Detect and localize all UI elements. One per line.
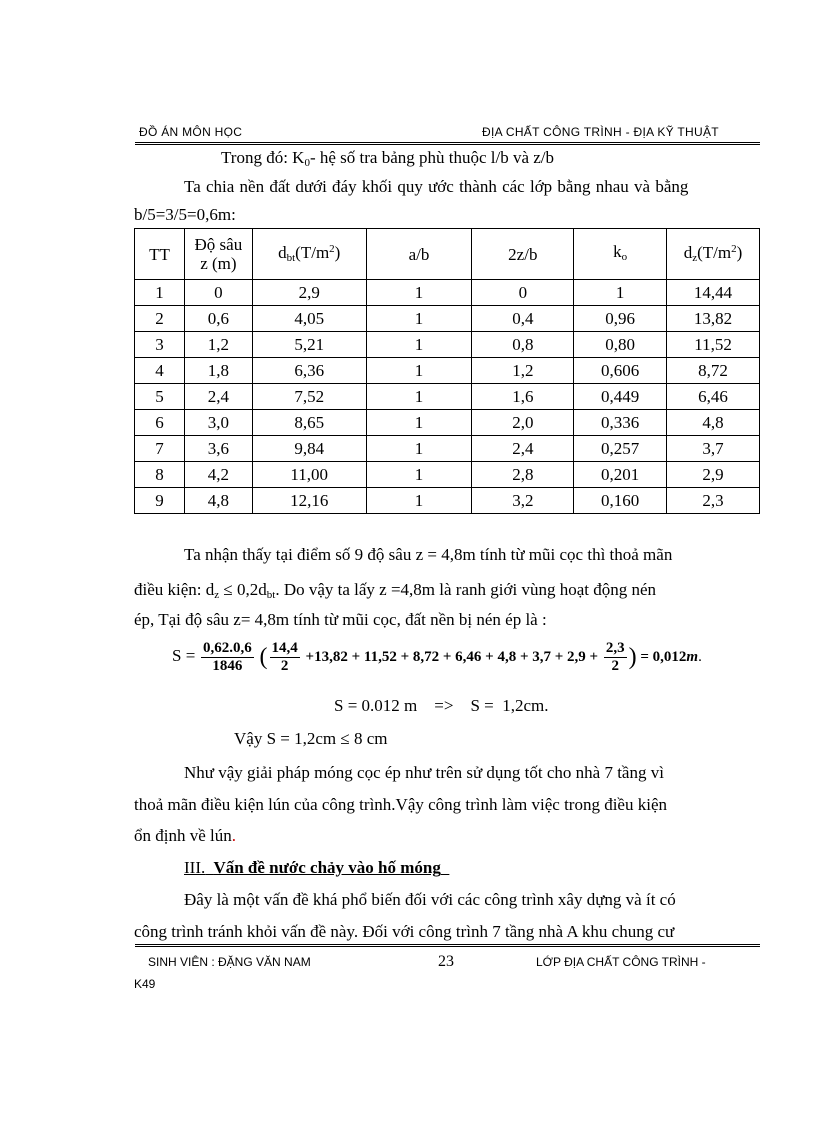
footer-left: SINH VIÊN : ĐẶNG VĂN NAM — [148, 955, 311, 969]
table-row — [135, 280, 760, 306]
cell-k: 0,96 — [574, 306, 667, 332]
cell-dbt: 7,52 — [252, 384, 366, 410]
settlement-formula: S = $\frac{0,62.0,6}{1846}$ ( $\frac{14,4}{2}$ +13,82 + 11,52 + 8,72 + 6,46 + 4,8 + 3,7 + 2,9 + $\frac{2,3}{2}$ ) = 0,012m. — [172, 640, 702, 674]
cell-depth: 2,4 — [184, 384, 252, 410]
col-dz: $d_z(T/m^2)$ — [667, 229, 760, 280]
frac-last: $\frac{2,3}{2}$ — [605, 640, 625, 674]
para1-line-3: ép, Tại độ sâu z= 4,8m tính từ mũi cọc, đất nền bị nén ép là : — [134, 610, 547, 629]
verdict-line: Vậy S = 1,2cm ≤ 8 cm — [234, 729, 388, 748]
cell-2zb: 2,4 — [472, 436, 574, 462]
para2-line-3: ổn định về lún. — [134, 826, 236, 845]
cell-tt: 6 — [135, 410, 185, 436]
table-row — [135, 358, 760, 384]
table-row — [135, 332, 760, 358]
cell-k: 0,449 — [574, 384, 667, 410]
cell-dz: 4,8 — [667, 410, 760, 436]
para2-line-1: Như vậy giải pháp móng cọc ép như trên sử dụng tốt cho nhà 7 tầng vì — [184, 763, 664, 782]
cell-k: 0,160 — [574, 488, 667, 514]
table-row — [135, 462, 760, 488]
cell-dbt: 2,9 — [252, 280, 366, 306]
result-line: S = 0.012 m => S = 1,2cm. — [334, 696, 549, 715]
cell-2zb: 3,2 — [472, 488, 574, 514]
cell-depth: 4,8 — [184, 488, 252, 514]
cell-dz: 11,52 — [667, 332, 760, 358]
footer-right: LỚP ĐỊA CHẤT CÔNG TRÌNH - — [536, 955, 706, 969]
cell-dbt: 6,36 — [252, 358, 366, 384]
cell-ab: 1 — [366, 436, 472, 462]
section-heading: III. Vấn đề nước chảy vào hố móng — [184, 858, 441, 877]
table-row — [135, 436, 760, 462]
cell-tt: 3 — [135, 332, 185, 358]
cell-depth: 3,0 — [184, 410, 252, 436]
cell-ab: 1 — [366, 306, 472, 332]
table-row — [135, 488, 760, 514]
cell-dbt: 5,21 — [252, 332, 366, 358]
cell-ab: 1 — [366, 462, 472, 488]
cell-dbt: 11,00 — [252, 462, 366, 488]
header-right: ĐỊA CHẤT CÔNG TRÌNH - ĐỊA KỸ THUẬT — [482, 125, 719, 139]
cell-dz: 2,3 — [667, 488, 760, 514]
cell-dbt: 4,05 — [252, 306, 366, 332]
cell-depth: 1,2 — [184, 332, 252, 358]
cell-2zb: 0 — [472, 280, 574, 306]
cell-tt: 8 — [135, 462, 185, 488]
settlement-table — [134, 228, 760, 514]
cell-k: 0,201 — [574, 462, 667, 488]
cell-depth: 0 — [184, 280, 252, 306]
footer-right-2: K49 — [134, 977, 156, 991]
cell-tt: 2 — [135, 306, 185, 332]
footer-rule — [135, 944, 760, 947]
cell-2zb: 2,8 — [472, 462, 574, 488]
cell-k: 0,606 — [574, 358, 667, 384]
header-rule — [135, 142, 760, 145]
page-number: 23 — [438, 953, 454, 970]
cell-dz: 13,82 — [667, 306, 760, 332]
cell-depth: 4,2 — [184, 462, 252, 488]
col-depth: Độ sâu z (m) — [184, 229, 252, 280]
cell-tt: 5 — [135, 384, 185, 410]
col-2zb: 2z/b — [472, 229, 574, 280]
cell-2zb: 0,8 — [472, 332, 574, 358]
cell-2zb: 2,0 — [472, 410, 574, 436]
cell-k: 0,257 — [574, 436, 667, 462]
cell-tt: 4 — [135, 358, 185, 384]
intro-line-2: Ta chia nền đất dưới đáy khối quy ước thành các lớp bằng nhau và bằng — [184, 177, 689, 196]
cell-depth: 0,6 — [184, 306, 252, 332]
cell-2zb: 0,4 — [472, 306, 574, 332]
col-k: $k_o$ — [574, 229, 667, 280]
cell-k: 0,80 — [574, 332, 667, 358]
cell-ab: 1 — [366, 358, 472, 384]
cell-dz: 14,44 — [667, 280, 760, 306]
table-row — [135, 410, 760, 436]
cell-ab: 1 — [366, 280, 472, 306]
cell-dz: 2,9 — [667, 462, 760, 488]
cell-tt: 9 — [135, 488, 185, 514]
col-dbt: $d_{bt}(T/m^2)$ — [252, 229, 366, 280]
cell-dbt: 12,16 — [252, 488, 366, 514]
para1-line-1: Ta nhận thấy tại điểm số 9 độ sâu z = 4,8m tính từ mũi cọc thì thoả mãn — [184, 545, 673, 564]
cell-2zb: 1,2 — [472, 358, 574, 384]
cell-ab: 1 — [366, 384, 472, 410]
cell-dbt: 8,65 — [252, 410, 366, 436]
para1-line-2: điều kiện: $d_z \le 0,2d_{bt}$. Do vậy ta lấy z =4,8m là ranh giới vùng hoạt động nén — [134, 580, 657, 601]
col-ab: a/b — [366, 229, 472, 280]
para3-line-2: công trình tránh khỏi vấn đề này. Đối với công trình 7 tầng nhà A khu chung cư — [134, 922, 675, 941]
para3-line-1: Đây là một vấn đề khá phổ biến đối với các công trình xây dựng và ít có — [184, 890, 676, 909]
cell-depth: 3,6 — [184, 436, 252, 462]
cell-dz: 6,46 — [667, 384, 760, 410]
table-row — [135, 384, 760, 410]
frac-coef: $\frac{0,62.0,6}{1846}$ — [203, 640, 252, 674]
cell-ab: 1 — [366, 410, 472, 436]
cell-ab: 1 — [366, 332, 472, 358]
header-left: ĐỒ ÁN MÔN HỌC — [139, 125, 243, 139]
cell-tt: 1 — [135, 280, 185, 306]
cell-2zb: 1,6 — [472, 384, 574, 410]
table-row — [135, 306, 760, 332]
frac-first: $\frac{14,4}{2}$ — [271, 640, 298, 674]
cell-tt: 7 — [135, 436, 185, 462]
cell-ab: 1 — [366, 488, 472, 514]
cell-depth: 1,8 — [184, 358, 252, 384]
cell-dz: 3,7 — [667, 436, 760, 462]
para2-line-2: thoả mãn điều kiện lún của công trình.Vậy công trình làm việc trong điều kiện — [134, 795, 667, 814]
intro-line-1: Trong đó: $K_0-$ hệ số tra bảng phù thuộc l/b và z/b — [221, 148, 555, 169]
intro-line-3: b/5=3/5=0,6m: — [134, 205, 236, 224]
cell-k: 0,336 — [574, 410, 667, 436]
cell-k: 1 — [574, 280, 667, 306]
col-tt: TT — [135, 229, 185, 280]
cell-dbt: 9,84 — [252, 436, 366, 462]
cell-dz: 8,72 — [667, 358, 760, 384]
table-header-row — [135, 229, 760, 280]
